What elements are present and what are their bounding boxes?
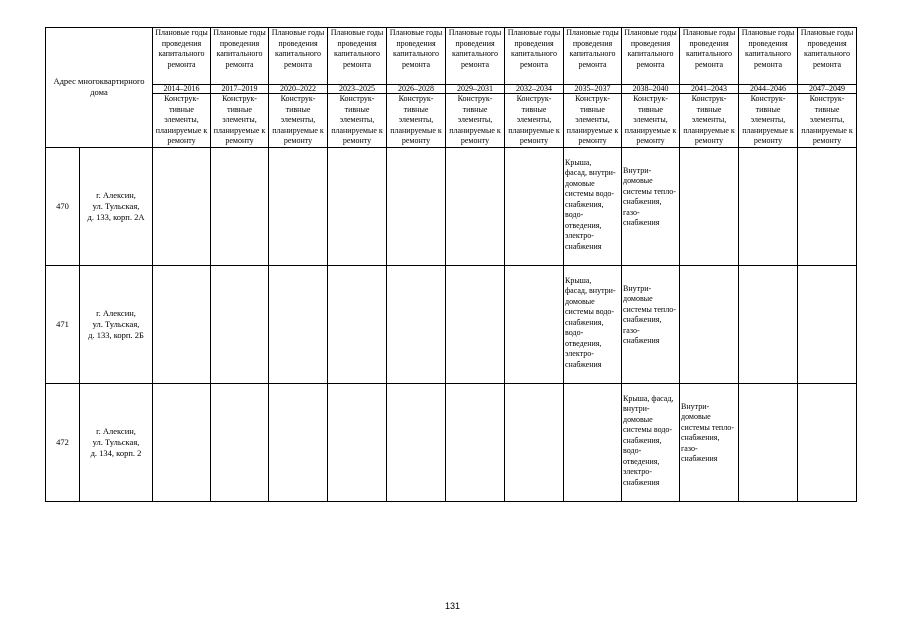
table-row: [46, 383, 857, 501]
plan-years-header: Плановые годы проведения капитального ремонта: [269, 28, 328, 85]
period-header: 2032–2034: [505, 85, 564, 94]
repair-cell: [564, 265, 622, 383]
plan-years-header: Плановые годы проведения капитального ремонта: [446, 28, 505, 85]
plan-years-header: Плановые годы проведения капитального ремонта: [798, 28, 857, 85]
plan-years-header: Плановые годы проведения капитального ремонта: [739, 28, 798, 85]
repair-works-text: Внутри- домовые системы тепло- снабжения, газо- снабжения: [681, 401, 734, 464]
structure-header: Конструк-тивные элементы, планируемые к ремонту: [680, 94, 739, 148]
repair-cell: [680, 147, 739, 265]
period-header: 2014–2016: [153, 85, 211, 94]
page-number: 131: [444, 601, 461, 611]
repair-cell: [211, 265, 269, 383]
building-address: г. Алексин, ул. Тульская, д. 133, корп. 2Б: [80, 265, 153, 383]
repair-cell: [739, 147, 798, 265]
plan-years-header: Плановые годы проведения капитального ремонта: [505, 28, 564, 85]
repair-cell: [446, 147, 505, 265]
plan-years-header: Плановые годы проведения капитального ремонта: [387, 28, 446, 85]
repair-cell: [564, 147, 622, 265]
structure-header: Конструк-тивные элементы, планируемые к ремонту: [446, 94, 505, 148]
table-row: [46, 265, 857, 383]
plan-years-header: Плановые годы проведения капитального ремонта: [153, 28, 211, 85]
repair-cell: [269, 147, 328, 265]
plan-years-header: Плановые годы проведения капитального ремонта: [622, 28, 680, 85]
period-header: 2026–2028: [387, 85, 446, 94]
repair-cell: [446, 383, 505, 501]
repair-cell: [739, 383, 798, 501]
repair-cell: [211, 147, 269, 265]
address-header: Адрес многоквартирного дома: [46, 28, 153, 148]
repair-cell: [564, 383, 622, 501]
period-header: 2047–2049: [798, 85, 857, 94]
period-header: 2044–2046: [739, 85, 798, 94]
repair-cell: [328, 147, 387, 265]
repair-cell: [505, 147, 564, 265]
repair-works-text: Крыша, фасад, внутри- домовые системы водо- снабжения, водо- отведения, электро- снабжения: [565, 275, 616, 369]
period-header: 2029–2031: [446, 85, 505, 94]
repair-cell: [680, 383, 739, 501]
row-number: 472: [46, 383, 80, 501]
repair-cell: [269, 265, 328, 383]
period-header: 2041–2043: [680, 85, 739, 94]
repair-cell: [269, 383, 328, 501]
repair-cell: [798, 383, 857, 501]
repair-cell: [798, 147, 857, 265]
building-address: г. Алексин, ул. Тульская, д. 134, корп. 2: [80, 383, 153, 501]
period-header: 2023–2025: [328, 85, 387, 94]
building-address: г. Алексин, ул. Тульская, д. 133, корп. 2А: [80, 147, 153, 265]
structure-header: Конструк-тивные элементы, планируемые к ремонту: [153, 94, 211, 148]
repair-works-text: Внутри- домовые системы тепло- снабжения, газо- снабжения: [623, 283, 676, 346]
plan-years-header: Плановые годы проведения капитального ремонта: [211, 28, 269, 85]
repair-cell: [153, 383, 211, 501]
repair-cell: [328, 265, 387, 383]
repair-cell: [446, 265, 505, 383]
row-number: 471: [46, 265, 80, 383]
structure-header: Конструк-тивные элементы, планируемые к ремонту: [564, 94, 622, 148]
period-header: 2017–2019: [211, 85, 269, 94]
repair-cell: [622, 265, 680, 383]
plan-years-header: Плановые годы проведения капитального ремонта: [328, 28, 387, 85]
repair-cell: [798, 265, 857, 383]
structure-header: Конструк-тивные элементы, планируемые к ремонту: [798, 94, 857, 148]
repair-cell: [505, 383, 564, 501]
schedule-sheet: [45, 27, 857, 502]
period-header: 2038–2040: [622, 85, 680, 94]
repair-works-text: Крыша, фасад, внутри- домовые системы водо- снабжения, водо- отведения, электро- снабжения: [623, 393, 674, 487]
repair-cell: [505, 265, 564, 383]
plan-years-header: Плановые годы проведения капитального ремонта: [680, 28, 739, 85]
repair-works-text: Крыша, фасад, внутри- домовые системы водо- снабжения, водо- отведения, электро- снабжения: [565, 157, 616, 251]
row-number: 470: [46, 147, 80, 265]
repair-cell: [328, 383, 387, 501]
repair-works-text: Внутри- домовые системы тепло- снабжения, газо- снабжения: [623, 165, 676, 228]
table-row: [46, 147, 857, 265]
plan-years-header: Плановые годы проведения капитального ремонта: [564, 28, 622, 85]
repair-cell: [680, 265, 739, 383]
structure-header: Конструк-тивные элементы, планируемые к ремонту: [622, 94, 680, 148]
repair-cell: [387, 383, 446, 501]
capital-repair-table: [45, 27, 857, 502]
repair-cell: [211, 383, 269, 501]
structure-header: Конструк-тивные элементы, планируемые к ремонту: [505, 94, 564, 148]
repair-cell: [622, 147, 680, 265]
repair-cell: [153, 265, 211, 383]
structure-header: Конструк-тивные элементы, планируемые к ремонту: [387, 94, 446, 148]
structure-header: Конструк-тивные элементы, планируемые к ремонту: [269, 94, 328, 148]
structure-header: Конструк-тивные элементы, планируемые к ремонту: [739, 94, 798, 148]
repair-cell: [387, 147, 446, 265]
repair-cell: [387, 265, 446, 383]
repair-cell: [739, 265, 798, 383]
period-header: 2020–2022: [269, 85, 328, 94]
structure-header: Конструк-тивные элементы, планируемые к ремонту: [328, 94, 387, 148]
period-header: 2035–2037: [564, 85, 622, 94]
repair-cell: [622, 383, 680, 501]
repair-cell: [153, 147, 211, 265]
structure-header: Конструк-тивные элементы, планируемые к ремонту: [211, 94, 269, 148]
